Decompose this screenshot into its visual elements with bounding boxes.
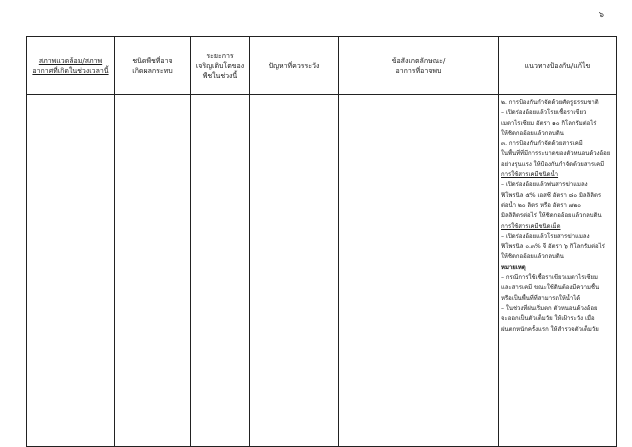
- prevention-line: ฝนตกหนักครั้งแรก ให้สำรวจตัวเต็มวัย: [501, 325, 599, 333]
- cell-crop-type: [115, 95, 191, 447]
- header-environment-line2: อากาศที่เกิดในช่วงเวลานี้: [32, 66, 109, 75]
- prevention-line: มิลลิลิตรต่อไร่ ให้ชิดกออ้อยแล้วกลบดิน: [501, 212, 602, 220]
- prevention-line: และสารเคมี ขณะใช้ดินต้องมีความชื้น: [501, 284, 600, 292]
- page-number: ๖: [598, 10, 604, 19]
- header-symptoms-line1: ข้อสังเกตลักษณะ/: [391, 56, 446, 65]
- header-symptoms: [339, 37, 499, 95]
- cell-growth-stage: [191, 95, 250, 447]
- prevention-line: – เปิดร่องอ้อยแล้วโรยเชื้อราเขียว: [501, 109, 587, 117]
- guidance-table: [26, 36, 617, 447]
- header-problems-line1: ปัญหาที่ควรระวัง: [268, 61, 320, 70]
- header-crop-type-line1: ชนิดพืชที่อาจ: [132, 56, 173, 65]
- prevention-line: ให้ชิดกออ้อยแล้วกลบดิน: [501, 129, 564, 137]
- prevention-line: – กรณีการใช้เชื้อราเขียวเมตาไรเซียม: [501, 274, 599, 282]
- prevention-line: ฟิโพรนิล ๐.๓% จี อัตรา ๖ กิโลกรัมต่อไร่: [501, 243, 605, 251]
- prevention-subheading: การใช้สารเคมีชนิดน้ำ: [501, 171, 559, 179]
- table-header-row: [27, 37, 617, 95]
- prevention-line: เมตาไรเซียม อัตรา ๑๐ กิโลกรัมต่อไร่: [501, 119, 597, 127]
- header-symptoms-line2: อาการที่อาจพบ: [395, 66, 442, 75]
- header-environment: [27, 37, 115, 95]
- cell-environment: [27, 95, 115, 447]
- prevention-line: – ในช่วงที่ฝนเริ่มตก ตัวหนอนด้วงอ้อย: [501, 304, 598, 312]
- header-prevention: [499, 37, 617, 95]
- prevention-line: อย่างรุนแรง ให้ป้องกันกำจัดด้วยสารเคมี: [501, 160, 605, 168]
- header-prevention-line1: แนวทางป้องกัน/แก้ไข: [524, 61, 591, 70]
- header-crop-type-line2: เกิดผลกระทบ: [132, 66, 173, 75]
- prevention-line: ๒. การป้องกันกำจัดด้วยศัตรูธรรมชาติ: [501, 99, 599, 106]
- cell-problems: [250, 95, 339, 447]
- header-crop-type: [115, 37, 191, 95]
- prevention-line: – เปิดร่องอ้อยแล้วพ่นสารฆ่าแมลง: [501, 181, 588, 189]
- prevention-line: ในพื้นที่ที่มีการระบาดของตัวหนอนด้วงอ้อย: [501, 150, 611, 158]
- header-growth-stage-line1: ระยะการ: [206, 51, 234, 60]
- header-growth-stage-line3: พืชในช่วงนี้: [202, 71, 238, 80]
- prevention-line: หรือเป็นพื้นที่ที่สามารถให้น้ำได้: [501, 294, 581, 302]
- prevention-line: ต่อน้ำ ๒๐ ลิตร หรือ อัตรา ๗๒๐: [501, 201, 581, 209]
- header-growth-stage-line2: เจริญเติบโตของ: [195, 61, 245, 70]
- prevention-line: ให้ชิดกออ้อยแล้วกลบดิน: [501, 253, 564, 261]
- prevention-line: ฟิโพรนิล ๕% เอสซี อัตรา ๘๐ มิลลิลิตร: [501, 191, 602, 199]
- header-growth-stage: [191, 37, 250, 95]
- header-environment-line1: สภาพแวดล้อม/สภาพ: [38, 56, 103, 65]
- prevention-line: – เปิดร่องอ้อยแล้วโรยสารฆ่าแมลง: [501, 232, 590, 240]
- cell-symptoms: [339, 95, 499, 447]
- prevention-line: จะออกเป็นตัวเต็มวัย ให้เฝ้าระวัง เมื่อ: [501, 315, 595, 323]
- prevention-note-heading: หมายเหตุ: [501, 263, 526, 271]
- table-row: [27, 95, 617, 447]
- prevention-line: ๓. การป้องกันกำจัดด้วยสารเคมี: [501, 140, 583, 148]
- prevention-subheading: การใช้สารเคมีชนิดเม็ด: [501, 222, 561, 230]
- header-problems: [250, 37, 339, 95]
- cell-prevention: [499, 95, 617, 447]
